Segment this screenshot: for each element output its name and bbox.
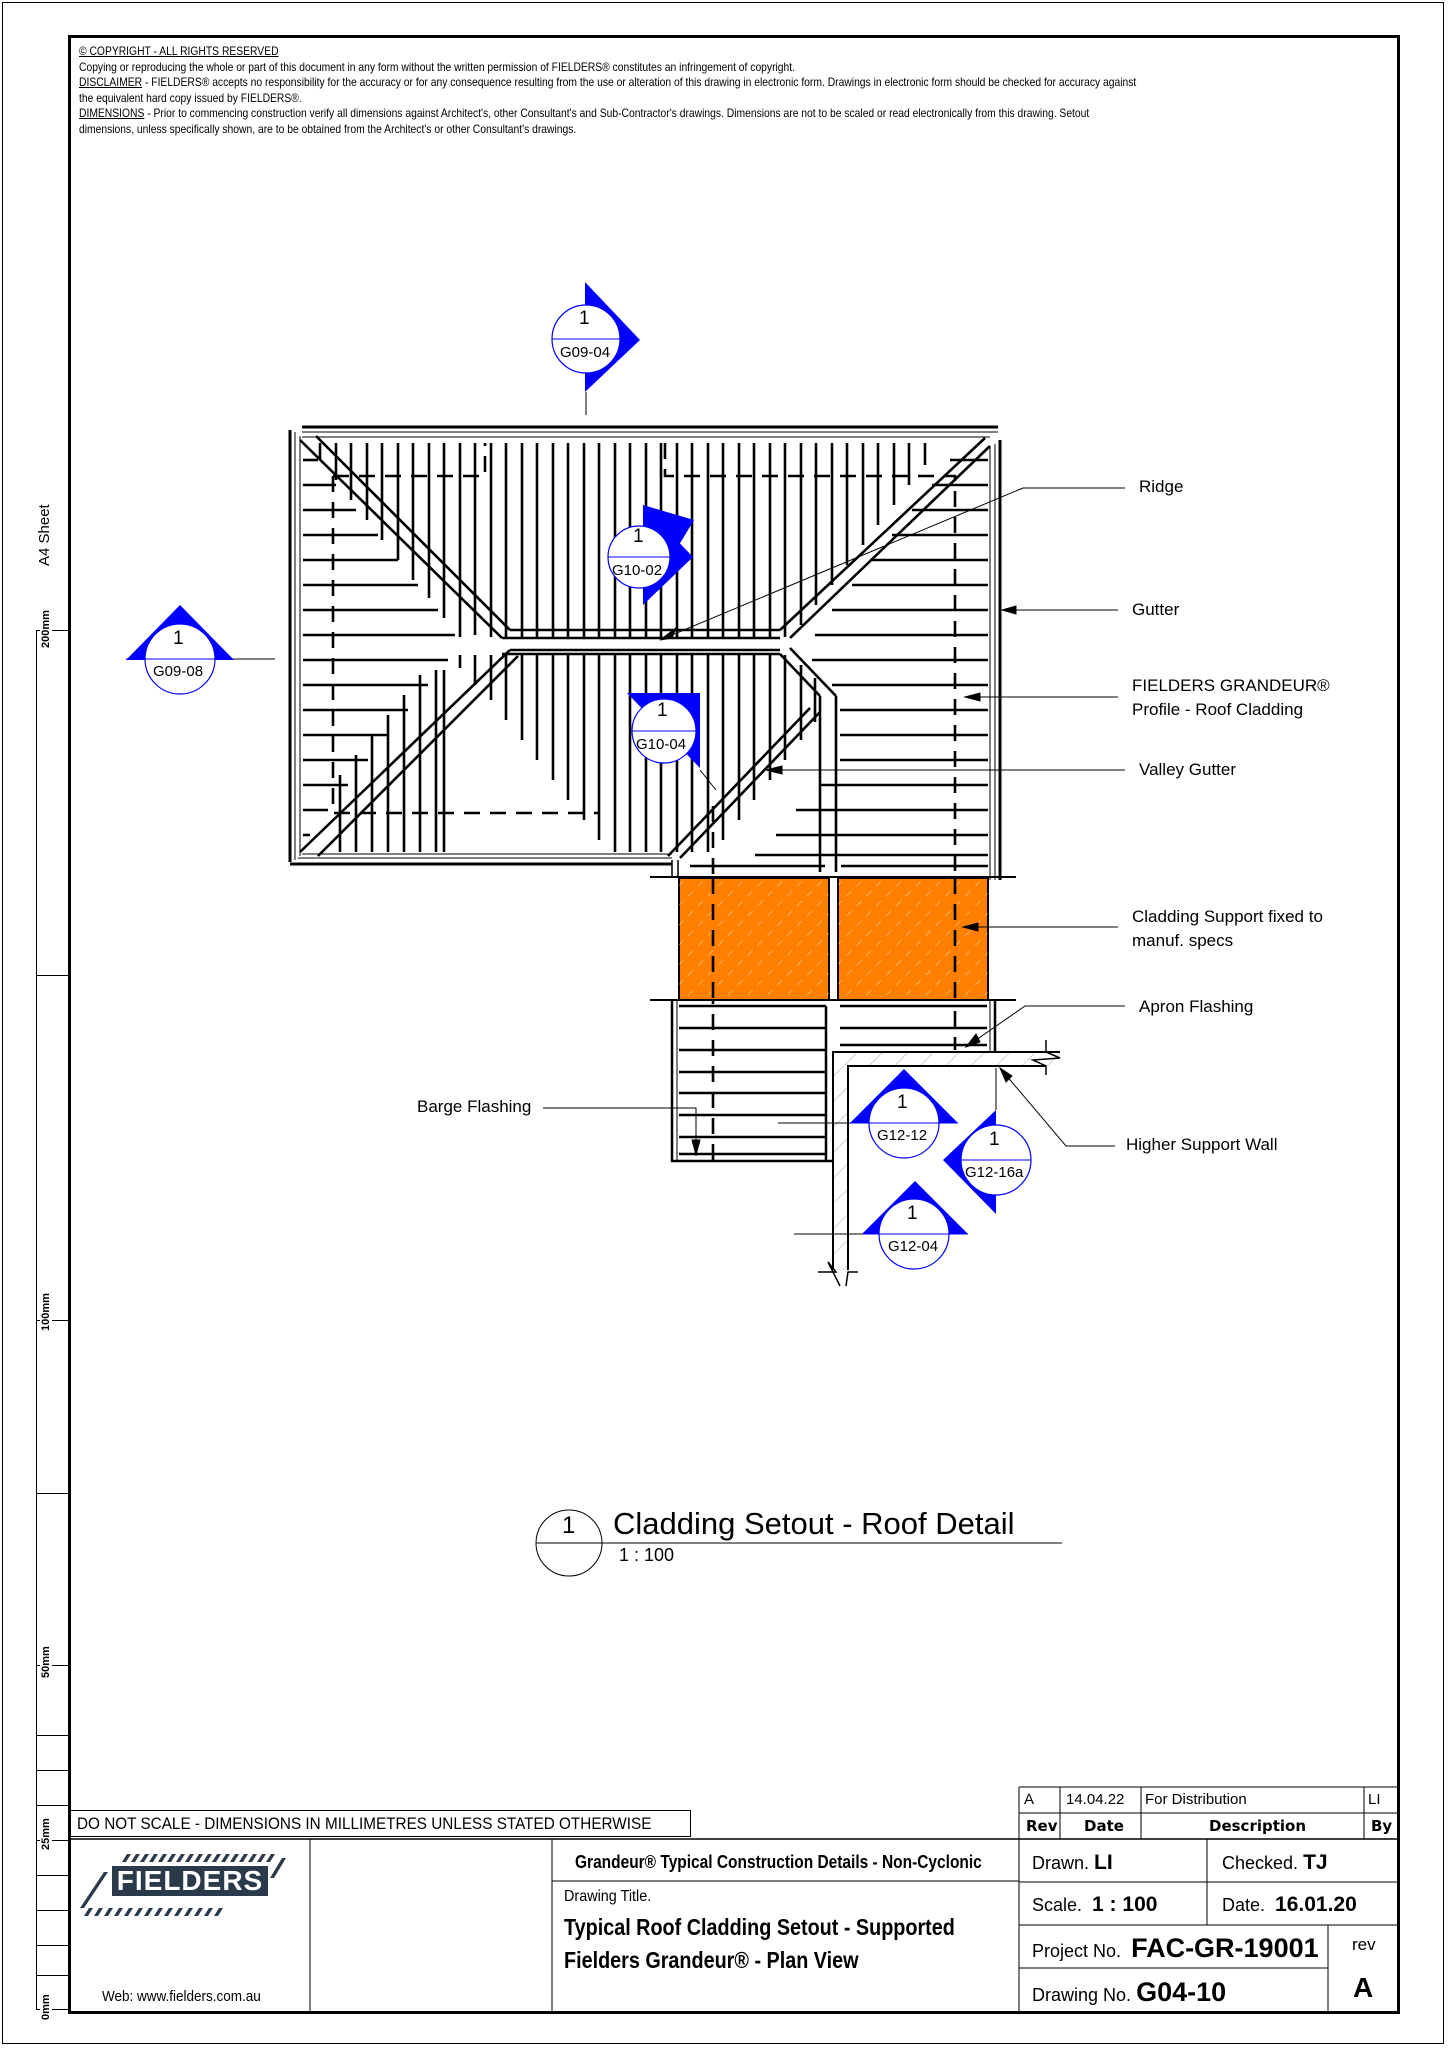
drawing-no-value: G04-10 <box>1136 1977 1227 2007</box>
tag-g10-04-number: 1 <box>657 700 668 721</box>
rev-header-by: By <box>1371 1817 1393 1835</box>
drawing-no-label <box>1032 1977 1226 2008</box>
view-title-scale: 1 : 100 <box>619 1545 675 1565</box>
web-address[interactable]: Web: www.fielders.com.au <box>102 1988 261 2005</box>
scale-value: 1 : 100 <box>1092 1893 1158 1916</box>
copyright-heading: © COPYRIGHT - ALL RIGHTS RESERVED <box>79 44 279 58</box>
do-not-scale-note <box>71 1810 691 1837</box>
rev-header-date: Date <box>1084 1817 1124 1835</box>
tag-g12-04-ref[interactable]: G12-04 <box>888 1238 939 1255</box>
date-label <box>1222 1893 1357 1917</box>
dimensions-text-2: dimensions, unless specifically shown, are to be obtained from the Architect's or other Consultant's drawings. <box>79 121 577 136</box>
tag-g09-04-ref[interactable]: G09-04 <box>560 344 611 361</box>
section-tag-g10-02-icon <box>594 505 694 605</box>
tag-g12-16a-number: 1 <box>989 1129 1000 1150</box>
date-value: 16.01.20 <box>1275 1893 1357 1916</box>
date-label-text: Date. <box>1222 1895 1266 1915</box>
section-tag-g12-16a <box>943 1068 1031 1214</box>
disclaimer-label: DISCLAIMER <box>79 75 143 89</box>
callout-valley-gutter: Valley Gutter <box>1139 760 1237 779</box>
ruler-label-100mm: 100mm <box>40 1293 52 1331</box>
tag-g09-04-number: 1 <box>579 308 590 329</box>
tag-g12-12-ref[interactable]: G12-12 <box>877 1127 928 1144</box>
callout-cladding-line2: Profile - Roof Cladding <box>1132 700 1304 719</box>
drawing-no-label-text: Drawing No. <box>1032 1985 1132 2005</box>
project-label <box>1032 1933 1319 1964</box>
checked-value: TJ <box>1303 1851 1328 1874</box>
series-title: Grandeur® Typical Construction Details - Non-Cyclonic <box>575 1852 982 1872</box>
fielders-logo-text: FIELDERS <box>116 1865 264 1896</box>
callout-higher-support-wall: Higher Support Wall <box>1126 1135 1278 1154</box>
ruler-label-50mm: 50mm <box>40 1646 52 1678</box>
callout-cladding-line1: FIELDERS GRANDEUR® <box>1132 676 1330 695</box>
section-tag-g10-02-badge[interactable] <box>594 505 694 605</box>
section-tag-g09-08 <box>126 605 275 694</box>
rev-row-by: LI <box>1368 1791 1381 1808</box>
rev-row-description: For Distribution <box>1145 1791 1247 1808</box>
view-title: Cladding Setout - Roof Detail <box>613 1506 1015 1541</box>
drawing-title-line2: Fielders Grandeur® - Plan View <box>564 1947 859 1973</box>
tag-g10-02-number: 1 <box>633 526 644 547</box>
section-tag-g12-04 <box>794 1181 968 1269</box>
tag-g10-04-ref[interactable]: G10-04 <box>636 736 687 753</box>
rev-header-rev: Rev <box>1026 1817 1058 1835</box>
sheet-size-label: A4 Sheet <box>36 504 53 566</box>
tag-g12-04-number: 1 <box>907 1203 918 1224</box>
copyright-text: Copying or reproducing the whole or part of this document in any form without the written permission of FIELDERS® constitutes an infringement of copyright. <box>79 59 796 74</box>
do-not-scale-text: DO NOT SCALE - DIMENSIONS IN MILLIMETRES UNLESS STATED OTHERWISE <box>77 1814 652 1833</box>
drawn-label-text: Drawn. <box>1032 1853 1090 1873</box>
cladding-support-area <box>679 878 988 1000</box>
ruler-label-200mm: 200mm <box>40 610 52 648</box>
tag-g09-08-number: 1 <box>173 628 184 649</box>
callout-ridge: Ridge <box>1139 477 1184 496</box>
disclaimer-text-2: the equivalent hard copy issued by FIELDERS®. <box>79 90 302 105</box>
fielders-logo <box>70 1850 310 1922</box>
tag-g12-16a-ref[interactable]: G12-16a <box>965 1164 1024 1181</box>
section-tag-g12-12 <box>778 1069 958 1158</box>
tag-g09-08-ref[interactable]: G09-08 <box>153 663 204 680</box>
cladding-sheets-lower-wing <box>671 1006 987 1161</box>
checked-label-text: Checked. <box>1222 1853 1299 1873</box>
dimensions-text: - Prior to commencing construction verify all dimensions against Architect's, other Consultant's and Sub-Contractor's drawings. Dimensions are not to be scaled or read electronically from this drawing. Setout <box>144 106 1090 120</box>
ruler-label-0mm: 0mm <box>40 1994 52 2020</box>
disclaimer-text: - FIELDERS® accepts no responsibility for the accuracy or for any consequence resulting from the use or alteration of this drawing in electronic form. Drawings in electronic form should be checked for accuracy against <box>142 75 1137 89</box>
rev-row-date: 14.04.22 <box>1066 1791 1125 1808</box>
rev-value: A <box>1353 1972 1374 2003</box>
callout-gutter: Gutter <box>1132 600 1180 619</box>
dimensions-label: DIMENSIONS <box>79 106 145 120</box>
view-title-number: 1 <box>562 1512 576 1539</box>
drawn-value: LI <box>1094 1851 1113 1874</box>
callout-apron-flashing: Apron Flashing <box>1139 997 1254 1016</box>
scale-label-text: Scale. <box>1032 1895 1083 1915</box>
rev-label: rev <box>1352 1935 1376 1954</box>
scale-label <box>1032 1893 1157 1917</box>
drawing-title-label: Drawing Title. <box>564 1888 652 1905</box>
project-value: FAC-GR-19001 <box>1131 1933 1319 1963</box>
ruler-label-25mm: 25mm <box>40 1818 52 1850</box>
rev-row-rev: A <box>1024 1791 1035 1808</box>
callout-support-line1: Cladding Support fixed to <box>1132 907 1323 926</box>
callout-support-line2: manuf. specs <box>1132 931 1234 950</box>
checked-label <box>1222 1851 1328 1875</box>
drawing-title-line1: Typical Roof Cladding Setout - Supported <box>564 1914 955 1940</box>
tag-g10-02-ref[interactable]: G10-02 <box>612 562 663 579</box>
callout-barge-flashing: Barge Flashing <box>417 1097 532 1116</box>
rev-header-description: Description <box>1209 1817 1307 1835</box>
tag-g12-12-number: 1 <box>897 1092 908 1113</box>
drawn-label <box>1032 1851 1113 1875</box>
project-label-text: Project No. <box>1032 1941 1122 1961</box>
